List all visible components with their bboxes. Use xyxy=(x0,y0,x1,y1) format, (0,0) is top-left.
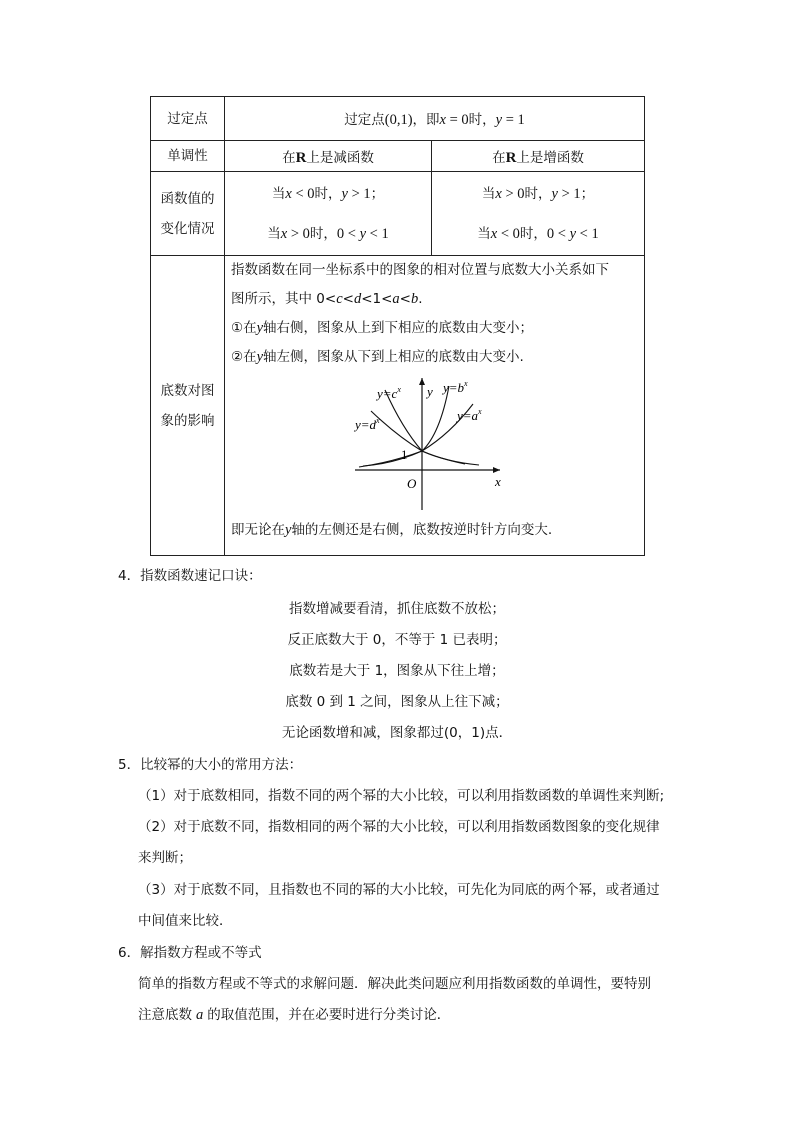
label-y-b: $y=b^x$ xyxy=(442,379,468,395)
mnemonic-line-3: 底数若是大于 1，图象从下往上增； xyxy=(289,663,505,679)
row-fixed-point xyxy=(151,97,645,141)
label-y-c: $y=c^x$ xyxy=(376,385,401,401)
decreasing-values-cell xyxy=(225,172,432,256)
eq-zero: = 0 xyxy=(445,112,469,128)
exponential-graph-figure xyxy=(225,372,644,516)
eq-one: = 1 xyxy=(502,112,525,128)
origin-label: O xyxy=(406,476,416,491)
increasing-cell xyxy=(432,141,645,172)
label-fixed-point: 过定点 xyxy=(151,97,225,141)
set-R: R xyxy=(505,149,517,166)
x-axis-label: x xyxy=(494,474,501,489)
base-effect-p2: 图所示，其中 0<c<d<1<a<b. xyxy=(231,291,423,307)
var-x: x xyxy=(439,112,446,128)
label-base-effect xyxy=(151,256,225,556)
label-y-d: $y=d^x$ xyxy=(354,416,380,432)
row-monotonicity xyxy=(151,141,645,172)
var-a: a xyxy=(196,1007,204,1023)
word-shi: 时， xyxy=(468,112,496,128)
fixed-point-pre: 过定点 xyxy=(344,112,385,128)
fixed-point-text xyxy=(225,97,645,141)
exponential-graph xyxy=(355,376,515,510)
label-line-1: 函数值的 xyxy=(160,190,215,207)
section-6-line-1: 简单的指数方程或不等式的求解问题．解决此类问题应利用指数函数的单调性，要特别 xyxy=(138,976,651,992)
method-1: （1）对于底数相同，指数不同的两个幂的大小比较，可以利用指数函数的单调性来判断; xyxy=(138,788,665,804)
method-2-line-1: （2）对于底数不同，指数相同的两个幂的大小比较，可以利用指数函数图象的变化规律 xyxy=(138,819,660,835)
method-3-line-1: （3）对于底数不同，且指数也不同的幂的大小比较，可先化为同底的两个幂，或者通过 xyxy=(138,882,660,898)
x-axis-arrow-icon xyxy=(493,467,500,473)
label-line-2: 变化情况 xyxy=(160,220,215,237)
fixed-point-coord: (0,1) xyxy=(384,112,413,128)
inc-post: 上是增函数 xyxy=(516,149,584,166)
base-effect-p5: 即无论在y轴的左侧还是右侧，底数按逆时针方向变大. xyxy=(231,522,553,538)
dec-post: 上是减函数 xyxy=(306,149,374,166)
properties-table xyxy=(150,96,645,556)
row-base-effect xyxy=(151,256,645,556)
mnemonic-line-2: 反正底数大于 0，不等于 1 已表明； xyxy=(287,632,507,648)
row-value-change xyxy=(151,172,645,256)
label-monotonicity: 单调性 xyxy=(151,141,225,172)
mnemonic-line-1: 指数增减要看清，抓住底数不放松； xyxy=(289,601,505,617)
label-y-a: $y=a^x$ xyxy=(456,407,482,423)
increasing-values-cell xyxy=(432,172,645,256)
section-6-heading: 6．解指数方程或不等式 xyxy=(118,945,262,961)
method-2-line-2: 来判断； xyxy=(138,850,192,866)
mnemonic-line-4: 底数 0 到 1 之间，图象从上往下减； xyxy=(285,694,509,710)
dec-value-line-1: 当x < 0时，y > 1； xyxy=(271,185,385,202)
curve-a xyxy=(359,404,473,467)
mnemonic-line-5: 无论函数增和减，图象都过(0，1)点． xyxy=(281,725,513,741)
fixed-point-mid: ，即 xyxy=(412,112,440,128)
inc-value-line-1: 当x > 0时，y > 1； xyxy=(481,185,595,202)
section-5-heading: 5．比较幂的大小的常用方法： xyxy=(118,757,303,773)
intercept-label: 1 xyxy=(400,447,407,462)
base-effect-p3: ①在y轴右侧，图象从上到下相应的底数由大变小； xyxy=(231,320,534,336)
y-axis-arrow-icon xyxy=(419,378,425,385)
decreasing-cell xyxy=(225,141,432,172)
label-line-1: 底数对图 xyxy=(160,382,215,399)
dec-pre: 在 xyxy=(282,149,296,166)
dec-value-line-2: 当x > 0时，0 < y < 1 xyxy=(267,225,389,242)
inc-pre: 在 xyxy=(492,149,506,166)
set-R: R xyxy=(295,149,307,166)
method-3-line-2: 中间值来比较． xyxy=(138,913,233,929)
y-axis-label: y xyxy=(426,384,433,399)
base-effect-p1: 指数函数在同一坐标系中的图象的相对位置与底数大小关系如下 xyxy=(231,262,609,278)
base-effect-p4: ②在y轴左侧，图象从下到上相应的底数由大变小. xyxy=(231,349,524,365)
inc-value-line-2: 当x < 0时，0 < y < 1 xyxy=(477,225,599,242)
label-line-2: 象的影响 xyxy=(160,412,215,429)
label-value-change xyxy=(151,172,225,256)
var-y: y xyxy=(495,112,503,128)
base-effect-content xyxy=(225,256,645,556)
section-4-heading: 4．指数函数速记口诀： xyxy=(118,568,262,584)
section-6-line-2: 注意底数 a 的取值范围，并在必要时进行分类讨论． xyxy=(138,1007,451,1023)
